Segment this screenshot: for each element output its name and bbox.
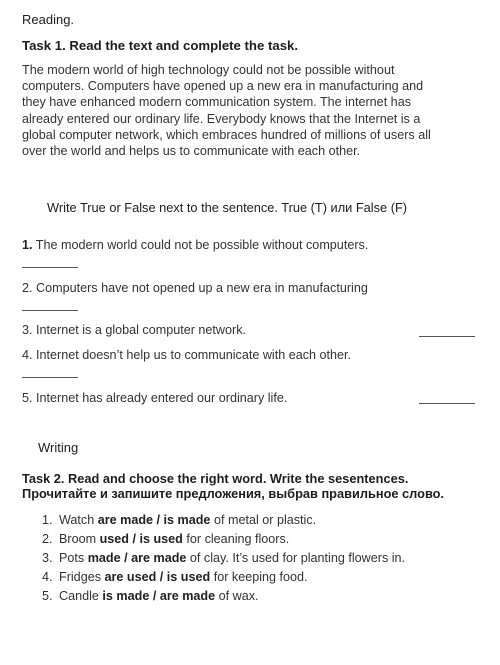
item-options: are made / is made (97, 513, 211, 527)
item-options: made / are made (87, 551, 187, 565)
list-item (42, 511, 405, 530)
statement-text: Internet has already entered our ordinary life. (36, 391, 288, 405)
task2-title-english: Task 2. Read and choose the right word. Write the sesentences. (22, 471, 409, 486)
item-number: 2. (42, 532, 53, 546)
statement-4 (22, 348, 351, 362)
writing-heading: Writing (38, 440, 79, 455)
item-number: 5. (42, 589, 53, 603)
item-text: of wax. (215, 589, 259, 603)
item-text: Fridges (59, 570, 105, 584)
statement-5 (22, 391, 287, 405)
task2-title-russian: Прочитайте и запишите предложения, выбрав правильное слово. (22, 486, 445, 501)
item-options: is made / are made (102, 589, 216, 603)
paragraph-line: already entered our ordinary life. Everybody knows that the Internet is a (22, 111, 421, 126)
statement-number: 3. (22, 323, 33, 337)
statement-number: 2. (22, 281, 33, 295)
item-text: for keeping food. (210, 570, 308, 584)
statement-number: 1. (22, 238, 33, 252)
item-text: Watch (59, 513, 98, 527)
answer-blank-3[interactable] (419, 336, 475, 337)
statement-2 (22, 281, 368, 295)
paragraph-line: The modern world of high technology could not be possible without (22, 63, 395, 77)
item-text: of clay. It’s used for planting flowers in. (186, 551, 406, 565)
true-false-instruction: Write True or False next to the sentence. True (T) или False (F) (47, 200, 408, 215)
item-options: are used / is used (104, 570, 211, 584)
statement-1 (22, 238, 368, 252)
statement-text: Internet doesn’t help us to communicate with each other. (36, 348, 352, 362)
item-text: Broom (59, 532, 100, 546)
reading-heading: Reading. (22, 12, 75, 27)
statement-3 (22, 323, 246, 337)
statement-text: Internet is a global computer network. (36, 323, 247, 337)
paragraph-line: they have enhanced modern communication system. The internet has (22, 95, 411, 110)
item-number: 1. (42, 513, 53, 527)
answer-blank-5[interactable] (419, 403, 475, 404)
statement-number: 5. (22, 391, 33, 405)
item-text: Pots (59, 551, 88, 565)
paragraph-line: computers. Computers have opened up a new era in manufacturing and (22, 79, 424, 94)
item-text: for cleaning floors. (182, 532, 290, 546)
item-text: of metal or plastic. (210, 513, 317, 527)
paragraph-line: global computer network, which embraces hundred of millions of users all (22, 127, 431, 142)
paragraph-line: over the world and helps us to communicate with each other. (22, 144, 361, 159)
task1-title: Task 1. Read the text and complete the task. (22, 38, 299, 53)
list-item (42, 530, 405, 549)
answer-blank-2[interactable] (22, 310, 78, 311)
list-item (42, 549, 405, 568)
answer-blank-1[interactable] (22, 267, 78, 268)
statement-text: The modern world could not be possible without computers. (35, 238, 369, 252)
task2-title (22, 471, 444, 501)
item-number: 3. (42, 551, 53, 565)
item-options: used / is used (99, 532, 183, 546)
list-item (42, 568, 405, 587)
item-text: Candle (59, 589, 103, 603)
statement-text: Computers have not opened up a new era in manufacturing (36, 281, 368, 295)
task2-list (42, 511, 405, 606)
item-number: 4. (42, 570, 53, 584)
answer-blank-4[interactable] (22, 377, 78, 378)
list-item (42, 587, 405, 606)
reading-paragraph (22, 62, 482, 159)
statement-number: 4. (22, 348, 33, 362)
